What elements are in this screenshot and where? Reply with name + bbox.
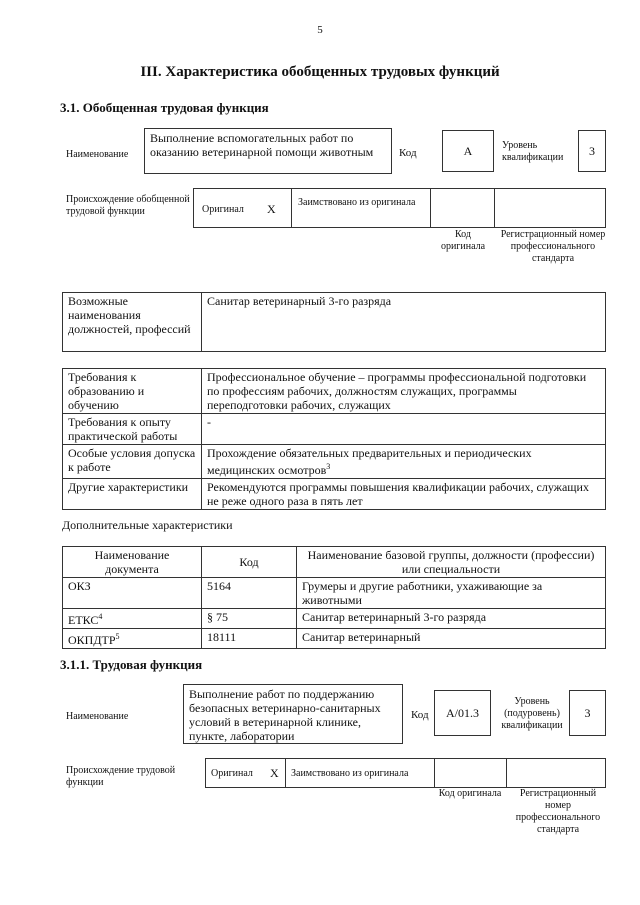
req-label: Другие характеристики: [63, 479, 202, 510]
tf-original-mark: X: [270, 766, 279, 780]
req-label: Требования к опыту практической работы: [63, 414, 202, 445]
tf-original-label: Оригинал: [211, 768, 253, 779]
divider: [291, 189, 292, 227]
divider: [506, 759, 507, 787]
positions-table: [62, 292, 606, 352]
tf-origin-box: [205, 758, 606, 788]
tf-level-label: Уровень (подуровень) квалификации: [501, 696, 563, 731]
gtf-level-value: 3: [578, 130, 606, 172]
gtf-name-value: Выполнение вспомогательных работ по оказанию ветеринарной помощи животным: [144, 128, 392, 174]
requirements-table: [62, 368, 606, 510]
footnote-mark: 5: [115, 632, 120, 641]
divider: [430, 189, 431, 227]
name-cell: Санитар ветеринарный 3-го разряда: [297, 609, 606, 629]
footnote-mark: 3: [326, 462, 331, 471]
tf-name-value: Выполнение работ по поддержанию безопасных ветеринарно-санитарных условий в ветеринарной клинике, пункте, лаборатории: [183, 684, 403, 744]
gtf-original-label: Оригинал: [202, 204, 244, 215]
req-value: Прохождение обязательных предварительных и периодических медицинских осмотров$^3$: [202, 445, 606, 479]
footnote-mark: 4: [98, 612, 103, 621]
table-row: [63, 609, 606, 629]
code-cell: 18111: [202, 629, 297, 649]
tf-borrowed-label: Заимствовано из оригинала: [291, 768, 409, 779]
tf-level-value: 3: [569, 690, 606, 736]
gtf-origin-label: Происхождение обобщенной трудовой функции: [66, 194, 190, 217]
doc-cell: ОКПДТР$^5$: [63, 629, 202, 649]
code-cell: 5164: [202, 578, 297, 609]
table-row: [63, 445, 606, 479]
tf-origin-label: Происхождение трудовой функции: [66, 765, 176, 788]
extra-heading: Дополнительные характеристики: [62, 518, 233, 532]
section-title: III. Характеристика обобщенных трудовых функций: [140, 64, 500, 80]
table-header: [63, 547, 606, 578]
gtf-heading: 3.1. Обобщенная трудовая функция: [60, 100, 269, 115]
positions-value: Санитар ветеринарный 3-го разряда: [202, 293, 606, 352]
gtf-reg-number-caption: Регистрационный номер профессионального стандарта: [500, 229, 606, 264]
req-value: Профессиональное обучение – программы профессиональной подготовки по профессиям рабочих, должностям служащих, программы переподготовки рабочих, служащих: [202, 369, 606, 414]
req-value: Рекомендуются программы повышения квалификации рабочих, служащих не реже одного раза в пять лет: [202, 479, 606, 510]
gtf-original-mark: X: [267, 202, 276, 216]
gtf-code-label: Код: [399, 147, 417, 159]
doc-cell: ОКЗ: [63, 578, 202, 609]
gtf-origin-box: [193, 188, 606, 228]
header-cell: Наименование базовой группы, должности (профессии) или специальности: [297, 547, 606, 578]
tf-origin-code-caption: Код оригинала: [438, 788, 502, 799]
divider: [285, 759, 286, 787]
page-number: 5: [317, 24, 323, 36]
table-row: [63, 578, 606, 609]
extra-table: [62, 546, 606, 649]
divider: [494, 189, 495, 227]
name-cell: Грумеры и другие работники, ухаживающие за животными: [297, 578, 606, 609]
gtf-level-label: Уровень квалификации: [502, 140, 564, 163]
req-value: -: [202, 414, 606, 445]
req-label: Особые условия допуска к работе: [63, 445, 202, 479]
req-label: Требования к образованию и обучению: [63, 369, 202, 414]
tf-name-label: Наименование: [66, 711, 129, 722]
table-row: [63, 479, 606, 510]
tf-reg-number-caption: Регистрационный номер профессионального стандарта: [515, 788, 601, 835]
tf-code-value: A/01.3: [434, 690, 491, 736]
gtf-name-label: Наименование: [66, 149, 129, 160]
gtf-borrowed-label: Заимствовано из оригинала: [298, 197, 416, 208]
tf-heading: 3.1.1. Трудовая функция: [60, 657, 203, 672]
divider: [434, 759, 435, 787]
header-cell: Наименование документа: [63, 547, 202, 578]
table-row: [63, 369, 606, 414]
doc-cell: ЕТКС$^4$: [63, 609, 202, 629]
header-cell: Код: [202, 547, 297, 578]
code-cell: § 75: [202, 609, 297, 629]
positions-label: Возможные наименования должностей, профессий: [63, 293, 202, 352]
table-row: [63, 629, 606, 649]
table-row: [63, 414, 606, 445]
gtf-code-value: А: [442, 130, 494, 172]
name-cell: Санитар ветеринарный: [297, 629, 606, 649]
gtf-origin-code-caption: Код оригинала: [440, 229, 486, 252]
tf-code-label: Код: [411, 709, 429, 721]
